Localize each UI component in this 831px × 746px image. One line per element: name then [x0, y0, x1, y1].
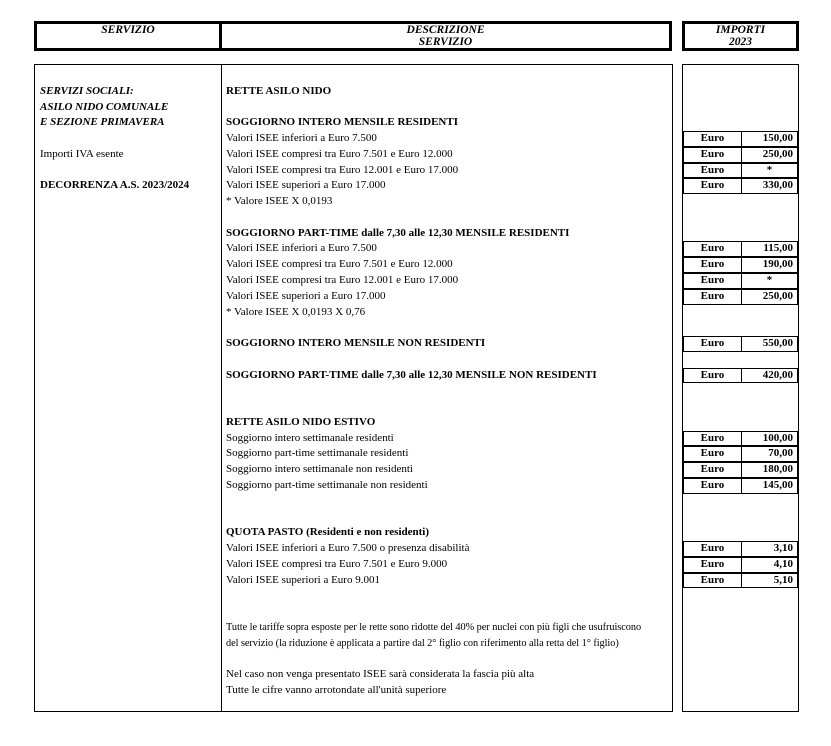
- importo-cell: [683, 273, 798, 289]
- importo-empty-row: [683, 525, 798, 541]
- description-line: * Valore ISEE X 0,0193: [226, 195, 333, 208]
- header-cell-importi: [682, 21, 799, 51]
- servizio-line: SERVIZI SOCIALI:: [40, 84, 134, 97]
- importo-row: [683, 462, 798, 478]
- body-table: [34, 64, 673, 712]
- description-line: Valori ISEE compresi tra Euro 7.501 e Euro 9.000: [226, 557, 448, 570]
- importo-empty-row: [683, 667, 798, 683]
- importo-cell: [683, 131, 798, 147]
- description-line: Soggiorno part-time settimanale non residenti: [226, 478, 428, 491]
- importo-cell: [683, 573, 798, 589]
- importo-row: [683, 273, 798, 289]
- amount-value: 145,00: [762, 478, 793, 491]
- description-blank-line: [226, 604, 672, 620]
- currency-label: Euro: [684, 242, 742, 256]
- importo-empty-row: [683, 651, 798, 667]
- amount-value: 330,00: [762, 179, 793, 192]
- description-line: Soggiorno intero settimanale non residenti: [226, 463, 413, 476]
- importo-empty-row: [683, 683, 798, 699]
- importo-empty-row: [683, 383, 798, 399]
- amount-value: 250,00: [762, 289, 793, 302]
- amount-value: 3,10: [773, 542, 793, 554]
- importo-cell: [683, 446, 798, 462]
- amount-value: 150,00: [762, 132, 793, 145]
- header-cell-descrizione: [222, 24, 669, 48]
- importo-row: [683, 336, 798, 352]
- importo-row: [683, 573, 798, 589]
- importo-row: [683, 368, 798, 384]
- importi-header-line2: 2023: [729, 36, 752, 48]
- servizio-line: [40, 131, 221, 147]
- importo-row: [683, 557, 798, 573]
- importo-cell: [683, 431, 798, 447]
- importo-row: [683, 163, 798, 179]
- description-blank-line: [226, 588, 672, 604]
- description-blank-line: [226, 320, 672, 336]
- description-blank-line: [226, 699, 672, 711]
- servizio-line: Importi IVA esente: [40, 147, 124, 160]
- amount-value: 100,00: [762, 431, 793, 444]
- importo-cell: [683, 147, 798, 163]
- header-row: [34, 21, 672, 51]
- importo-cell: [683, 557, 798, 573]
- importo-empty-row: [683, 115, 798, 131]
- currency-label: Euro: [684, 290, 742, 304]
- importo-empty-row: [683, 84, 798, 100]
- importo-empty-row: [683, 494, 798, 510]
- importo-cell: [683, 257, 798, 273]
- importo-empty-row: [683, 320, 798, 336]
- importo-empty-row: [683, 588, 798, 604]
- importo-row: [683, 541, 798, 557]
- importo-empty-row: [683, 305, 798, 321]
- description-line: Valori ISEE compresi tra Euro 7.501 e Euro 12.000: [226, 147, 453, 160]
- description-line: Nel caso non venga presentato ISEE sarà considerata la fascia più alta: [226, 668, 535, 681]
- amount-value: *: [766, 163, 773, 176]
- description-blank-line: [226, 383, 672, 399]
- description-line: Valori ISEE superiori a Euro 9.001: [226, 573, 380, 586]
- importo-empty-row: [683, 399, 798, 415]
- importo-cell: [683, 178, 798, 194]
- servizio-line: [40, 163, 221, 179]
- servizio-line: E SEZIONE PRIMAVERA: [40, 116, 165, 129]
- header-cell-servizio: [37, 24, 222, 48]
- amount-value: 190,00: [762, 258, 793, 271]
- importo-cell: [683, 462, 798, 478]
- importi-header-line1: IMPORTI: [715, 24, 766, 36]
- servizio-line: DECORRENZA A.S. 2023/2024: [40, 179, 190, 192]
- importo-empty-row: [683, 699, 798, 712]
- currency-label: Euro: [684, 447, 742, 461]
- description-blank-line: [226, 352, 672, 368]
- currency-label: Euro: [684, 179, 742, 193]
- currency-label: Euro: [684, 542, 742, 556]
- importo-empty-row: [683, 604, 798, 620]
- description-line: Valori ISEE inferiori a Euro 7.500 o presenza disabilità: [226, 542, 470, 554]
- importo-cell: [683, 478, 798, 494]
- description-blank-line: [226, 509, 672, 525]
- currency-label: Euro: [684, 463, 742, 477]
- importo-cell: [683, 289, 798, 305]
- importo-empty-row: [683, 415, 798, 431]
- description-line: Valori ISEE compresi tra Euro 12.001 e Euro 17.000: [226, 273, 459, 286]
- currency-label: Euro: [684, 479, 742, 493]
- amount-value: 4,10: [773, 557, 793, 570]
- description-line: Valori ISEE superiori a Euro 17.000: [226, 179, 386, 192]
- description-line: Tutte le tariffe sopra esposte per le rette sono ridotte del 40% per nuclei con più figli che usufruiscono: [226, 621, 642, 633]
- importo-empty-row: [683, 210, 798, 226]
- description-line: Valori ISEE superiori a Euro 17.000: [226, 289, 386, 302]
- importo-cell: [683, 336, 798, 352]
- currency-label: Euro: [684, 148, 742, 162]
- description-line: SOGGIORNO INTERO MENSILE NON RESIDENTI: [226, 337, 486, 350]
- currency-label: Euro: [684, 164, 742, 178]
- servizio-column: [35, 65, 222, 711]
- amount-value: 115,00: [763, 242, 793, 255]
- importo-row: [683, 178, 798, 194]
- description-line: Tutte le cifre vanno arrotondate all'unità superiore: [226, 683, 447, 696]
- currency-label: Euro: [684, 258, 742, 272]
- importo-row: [683, 431, 798, 447]
- description-line: QUOTA PASTO (Residenti e non residenti): [226, 526, 430, 539]
- importo-cell: [683, 163, 798, 179]
- importo-empty-row: [683, 100, 798, 116]
- importo-row: [683, 478, 798, 494]
- importo-row: [683, 446, 798, 462]
- importo-row: [683, 289, 798, 305]
- descrizione-header-line1: DESCRIZIONE: [406, 24, 485, 36]
- description-blank-line: [226, 651, 672, 667]
- amount-value: 420,00: [762, 368, 793, 381]
- description-line: Soggiorno intero settimanale residenti: [226, 431, 394, 444]
- description-blank-line: [226, 494, 672, 510]
- amount-value: 180,00: [762, 463, 793, 476]
- amount-value: 70,00: [768, 447, 793, 460]
- description-line: * Valore ISEE X 0,0193 X 0,76: [226, 305, 366, 318]
- currency-label: Euro: [684, 132, 742, 146]
- amount-value: *: [766, 273, 773, 286]
- descrizione-column: [222, 65, 672, 711]
- currency-label: Euro: [684, 432, 742, 446]
- amount-value: 550,00: [762, 337, 793, 350]
- description-blank-line: [226, 100, 672, 116]
- currency-label: Euro: [684, 274, 742, 288]
- descrizione-header-line2: SERVIZIO: [418, 36, 473, 48]
- description-line: SOGGIORNO PART-TIME dalle 7,30 alle 12,30 MENSILE RESIDENTI: [226, 226, 570, 239]
- description-blank-line: [226, 399, 672, 415]
- importo-cell: [683, 368, 798, 384]
- importo-empty-row: [683, 194, 798, 210]
- description-line: Valori ISEE compresi tra Euro 7.501 e Euro 12.000: [226, 258, 453, 271]
- description-line: Soggiorno part-time settimanale residenti: [226, 447, 409, 460]
- importo-empty-row: [683, 226, 798, 242]
- currency-label: Euro: [684, 369, 742, 383]
- description-line: RETTE ASILO NIDO ESTIVO: [226, 415, 376, 428]
- importo-empty-row: [683, 509, 798, 525]
- description-line: Valori ISEE compresi tra Euro 12.001 e Euro 17.000: [226, 163, 459, 176]
- description-line: RETTE ASILO NIDO: [226, 84, 332, 97]
- description-line: Valori ISEE inferiori a Euro 7.500: [226, 242, 377, 255]
- importo-empty-row: [683, 636, 798, 652]
- description-line: SOGGIORNO PART-TIME dalle 7,30 alle 12,30 MENSILE NON RESIDENTI: [226, 368, 597, 381]
- importo-row: [683, 257, 798, 273]
- importo-cell: [683, 241, 798, 257]
- amount-value: 250,00: [762, 147, 793, 160]
- description-blank-line: [226, 210, 672, 226]
- importo-cell: [683, 541, 798, 557]
- description-line: Valori ISEE inferiori a Euro 7.500: [226, 132, 377, 145]
- description-line: del servizio (la riduzione è applicata a partire dal 2° figlio con riferimento alla retta del 1° figlio): [226, 637, 619, 649]
- currency-label: Euro: [684, 337, 742, 351]
- importo-row: [683, 147, 798, 163]
- servizio-line: ASILO NIDO COMUNALE: [40, 100, 169, 113]
- amount-value: 5,10: [773, 573, 793, 586]
- importo-row: [683, 241, 798, 257]
- importo-empty-row: [683, 352, 798, 368]
- importo-row: [683, 131, 798, 147]
- description-line: SOGGIORNO INTERO MENSILE RESIDENTI: [226, 116, 458, 129]
- servizio-column-header: SERVIZIO: [101, 24, 155, 36]
- importi-column: [682, 64, 799, 712]
- currency-label: Euro: [684, 558, 742, 572]
- currency-label: Euro: [684, 574, 742, 588]
- importo-empty-row: [683, 620, 798, 636]
